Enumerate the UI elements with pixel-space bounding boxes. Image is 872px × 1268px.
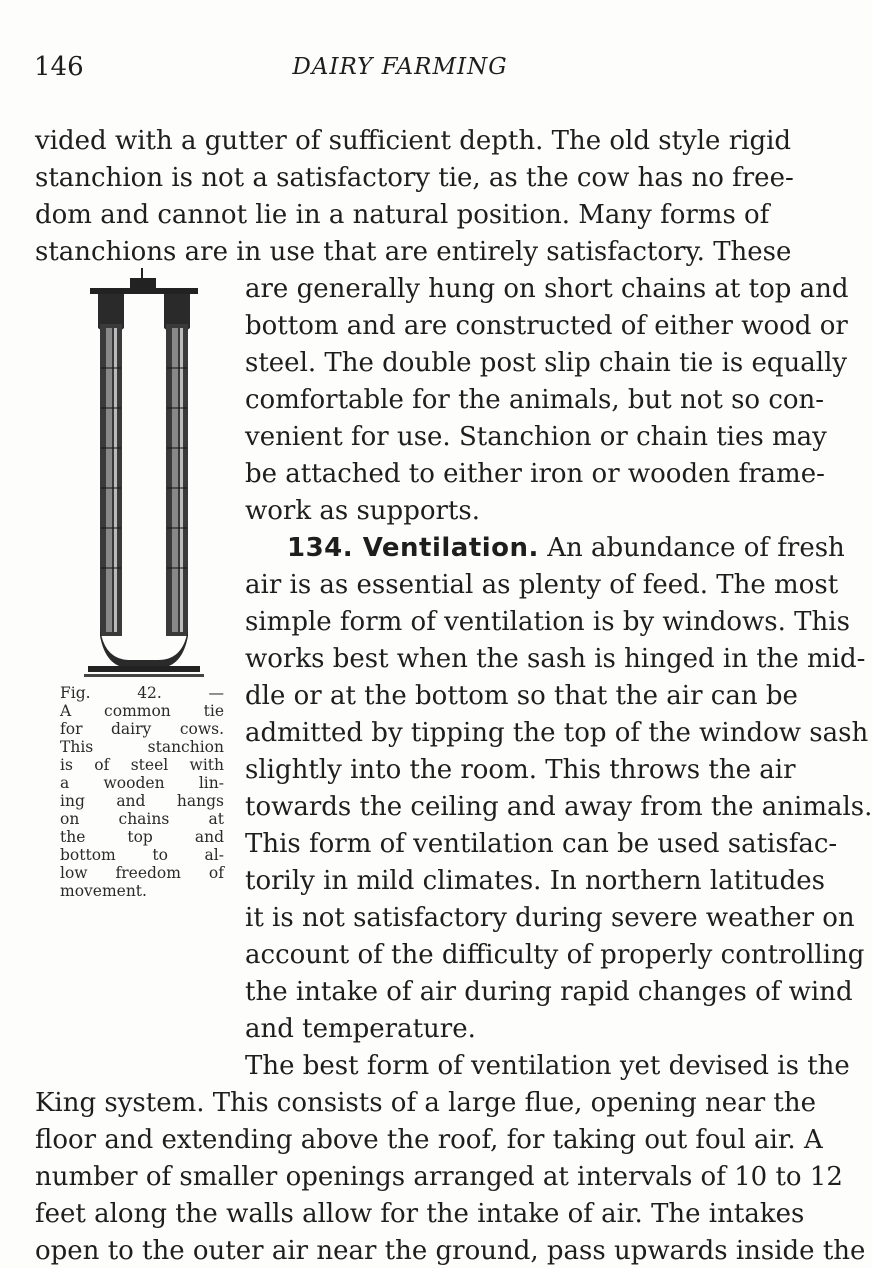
running-title: DAIRY FARMING xyxy=(292,54,508,80)
body-line: bottom and are constructed of either wood or xyxy=(245,311,848,341)
page-header xyxy=(34,52,766,96)
figure-caption-line: is of steel with xyxy=(60,756,224,774)
body-line: steel. The double post slip chain tie is equally xyxy=(245,348,848,378)
section-heading: 134. Ventilation. xyxy=(287,533,539,563)
figure-caption-line: for dairy cows. xyxy=(60,720,224,738)
body-line: towards the ceiling and away from the animals. xyxy=(245,792,872,822)
body-line: The best form of ventilation yet devised is the xyxy=(245,1051,850,1081)
body-line: stanchions are in use that are entirely satisfactory. These xyxy=(35,237,792,267)
body-line: stanchion is not a satisfactory tie, as the cow has no free- xyxy=(35,163,794,193)
body-line: be attached to either iron or wooden frame- xyxy=(245,459,825,489)
body-line: open to the outer air near the ground, pass upwards inside the xyxy=(35,1236,866,1266)
stanchion-illustration xyxy=(84,268,204,680)
figure-caption-line: ing and hangs xyxy=(60,792,224,810)
section-heading-line xyxy=(245,531,845,565)
body-line: it is not satisfactory during severe weather on xyxy=(245,903,855,933)
figure-caption-line: a wooden lin- xyxy=(60,774,224,792)
body-line: venient for use. Stanchion or chain ties may xyxy=(245,422,827,452)
body-line: This form of ventilation can be used satisfac- xyxy=(245,829,838,859)
figure-caption-line: A common tie xyxy=(60,702,224,720)
body-line: dom and cannot lie in a natural position. Many forms of xyxy=(35,200,770,230)
body-line: torily in mild climates. In northern latitudes xyxy=(245,866,825,896)
body-line: are generally hung on short chains at top and xyxy=(245,274,849,304)
body-line: feet along the walls allow for the intake of air. The intakes xyxy=(35,1199,805,1229)
figure-caption-line: the top and xyxy=(60,828,224,846)
body-line: simple form of ventilation is by windows. This xyxy=(245,607,850,637)
body-line: dle or at the bottom so that the air can be xyxy=(245,681,798,711)
body-line: the intake of air during rapid changes of wind xyxy=(245,977,853,1007)
body-line: account of the difficulty of properly controlling xyxy=(245,940,865,970)
figure-caption-line: on chains at xyxy=(60,810,224,828)
body-line: comfortable for the animals, but not so con- xyxy=(245,385,825,415)
body-line: King system. This consists of a large flue, opening near the xyxy=(35,1088,816,1118)
body-line: work as supports. xyxy=(245,496,480,526)
body-line: works best when the sash is hinged in the mid- xyxy=(245,644,866,674)
body-line: number of smaller openings arranged at intervals of 10 to 12 xyxy=(35,1162,843,1192)
figure-caption-line: movement. xyxy=(60,882,147,900)
body-line: and temperature. xyxy=(245,1014,476,1044)
body-line: vided with a gutter of sufficient depth. The old style rigid xyxy=(35,126,792,156)
body-line: slightly into the room. This throws the air xyxy=(245,755,796,785)
body-line: floor and extending above the roof, for taking out foul air. A xyxy=(35,1125,823,1155)
figure-caption-line: Fig. 42. — xyxy=(60,684,224,702)
figure-caption-line: bottom to al- xyxy=(60,846,224,864)
body-line: admitted by tipping the top of the window sash xyxy=(245,718,869,748)
figure-caption-line: This stanchion xyxy=(60,738,224,756)
section-first-line: An abundance of fresh xyxy=(547,533,845,563)
figure-caption-line: low freedom of xyxy=(60,864,224,882)
body-line: air is as essential as plenty of feed. The most xyxy=(245,570,839,600)
page-number: 146 xyxy=(34,52,84,82)
